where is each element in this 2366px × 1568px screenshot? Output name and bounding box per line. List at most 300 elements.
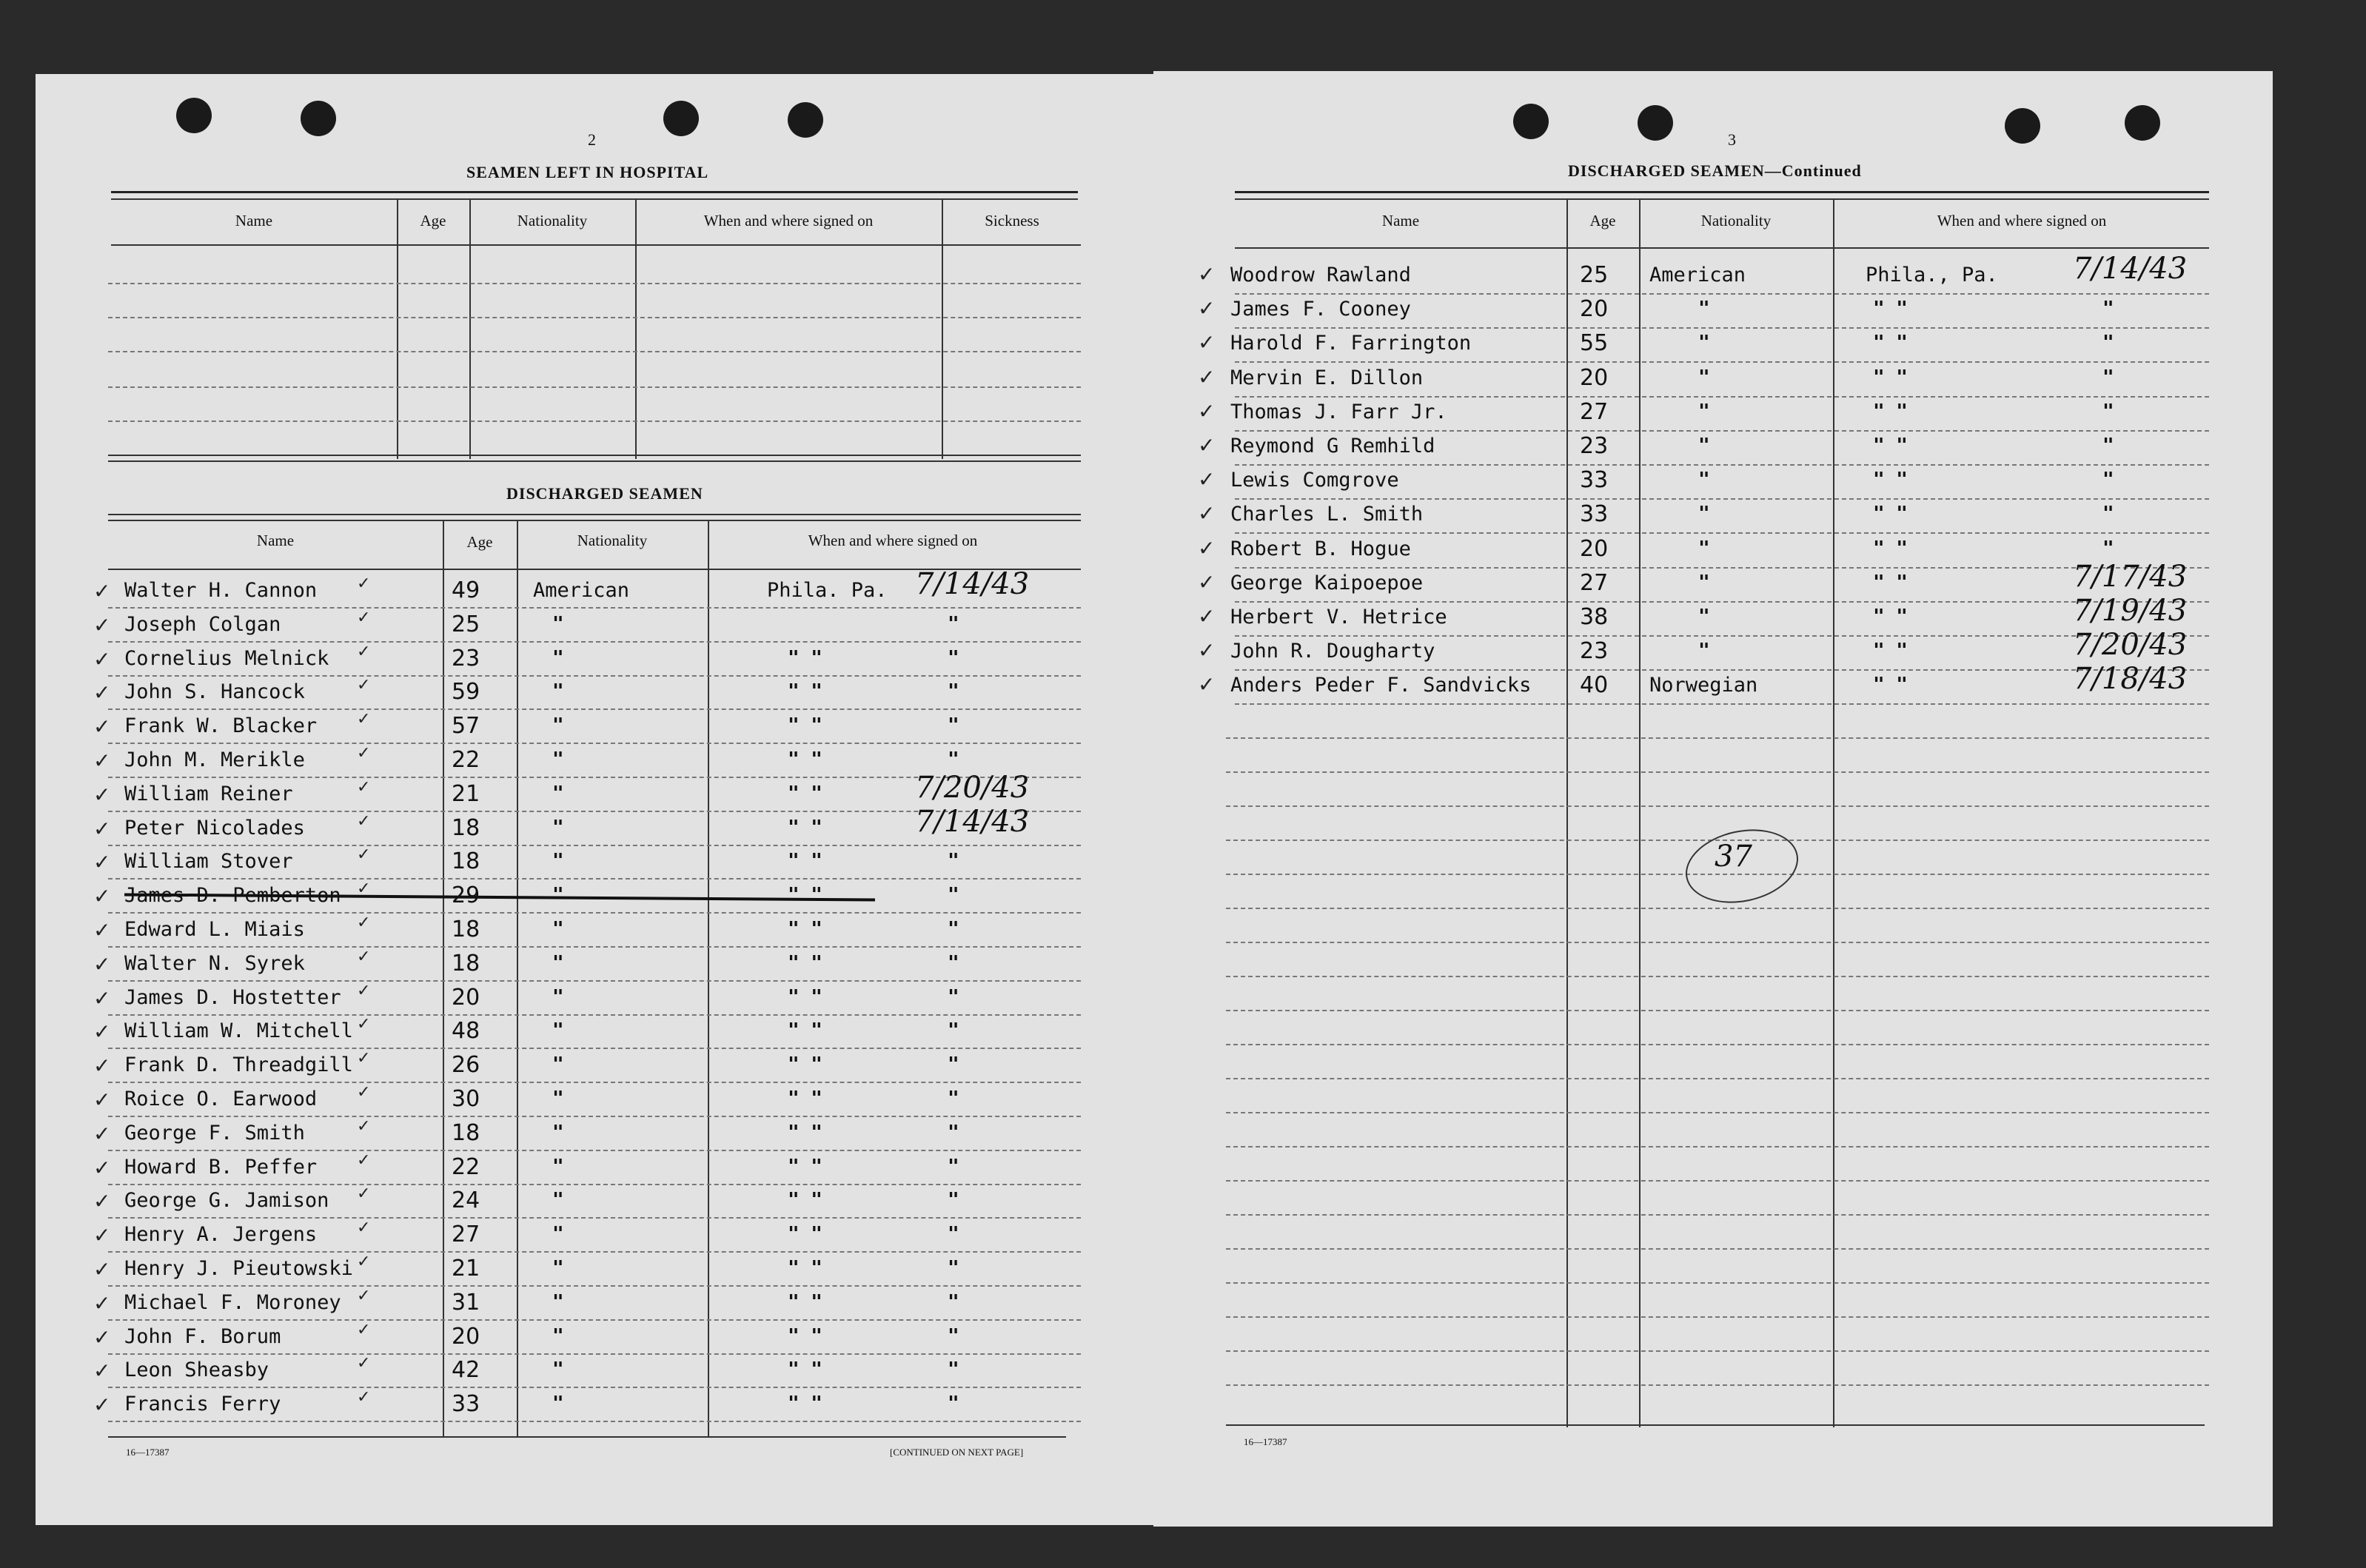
signed-on-date: " — [948, 1122, 959, 1144]
signed-on-place: " " — [1873, 332, 1908, 354]
signed-on-date: " — [2102, 366, 2114, 389]
check-mark-icon: ✓ — [1198, 536, 1216, 560]
seaman-nationality: " — [552, 783, 564, 805]
row-rule — [108, 641, 1081, 643]
row-rule — [108, 743, 1081, 744]
row-rule — [1235, 635, 2209, 637]
seaman-age: 49 — [452, 577, 480, 603]
row-rule — [1235, 498, 2209, 500]
signed-on-date: " — [948, 1325, 959, 1347]
signed-on-date: " — [948, 884, 959, 906]
row-rule — [1226, 737, 2209, 739]
col-header-signed-on: When and where signed on — [1937, 212, 2107, 229]
seaman-nationality: " — [552, 918, 564, 940]
signed-on-place: " " — [788, 1053, 822, 1076]
signed-on-place: " " — [1873, 298, 1908, 320]
seaman-age: 25 — [452, 612, 480, 637]
seaman-name: Roice O. Earwood — [124, 1088, 318, 1110]
row-rule — [108, 421, 1081, 422]
signed-on-date: " — [2102, 503, 2114, 525]
seaman-nationality: " — [552, 817, 564, 839]
row-rule — [108, 351, 1081, 352]
signed-on-place: " " — [788, 1156, 822, 1178]
signed-on-place: " " — [788, 680, 822, 703]
signed-on-date: " — [948, 1053, 959, 1076]
signed-on-date: " — [2102, 435, 2114, 457]
page-number: 2 — [588, 130, 596, 149]
check-mark-icon: ✓ — [93, 884, 111, 908]
seaman-nationality: " — [1698, 503, 1710, 525]
row-rule — [108, 980, 1081, 982]
signed-on-date: 7/20/43 — [915, 771, 1030, 805]
row-rule — [1235, 327, 2209, 329]
signed-on-date: 7/17/43 — [2073, 560, 2188, 594]
seaman-age: 59 — [452, 679, 480, 705]
seaman-name: Francis Ferry — [124, 1393, 281, 1415]
row-rule — [1235, 430, 2209, 432]
check-mark-icon: ✓ — [93, 918, 111, 942]
signed-on-place: " " — [1873, 469, 1908, 491]
signed-on-place: " " — [1873, 606, 1908, 628]
seaman-name: Thomas J. Farr Jr. — [1230, 401, 1447, 423]
seaman-nationality: " — [552, 1393, 564, 1415]
row-rule — [108, 708, 1081, 710]
seaman-nationality: " — [1698, 401, 1710, 423]
check-mark-icon: ✓ — [1198, 467, 1216, 492]
discharged-title: DISCHARGED SEAMEN — [506, 484, 703, 503]
row-rule — [1226, 1384, 2209, 1386]
signed-on-place: " " — [1873, 435, 1908, 457]
seaman-age: 24 — [452, 1187, 480, 1213]
signed-on-date: " — [2102, 332, 2114, 354]
seaman-age: 23 — [1580, 433, 1609, 459]
seaman-name: James F. Cooney — [1230, 298, 1411, 321]
rule — [108, 1436, 1066, 1438]
row-rule — [108, 675, 1081, 677]
signed-on-place: " " — [788, 1358, 822, 1381]
row-rule — [1226, 976, 2209, 977]
seaman-nationality: " — [1698, 366, 1710, 389]
rule — [1235, 191, 2209, 193]
check-mark-icon: ✓ — [357, 948, 371, 966]
punch-hole — [1513, 104, 1549, 139]
seaman-name: Michael F. Moroney — [124, 1291, 341, 1314]
col-header-signed-on: When and where signed on — [703, 212, 874, 229]
signed-on-place: " " — [1873, 537, 1908, 560]
check-mark-icon: ✓ — [93, 986, 111, 1011]
check-mark-icon: ✓ — [357, 1083, 371, 1102]
page-number: 3 — [1728, 130, 1736, 149]
row-rule — [108, 845, 1081, 846]
seaman-nationality: " — [1698, 435, 1710, 457]
seaman-name: James D. Pemberton — [124, 884, 341, 907]
signed-on-date: " — [948, 748, 959, 771]
signed-on-place: " " — [1873, 401, 1908, 423]
col-header-nationality: Nationality — [1700, 212, 1772, 229]
signed-on-place: " " — [1873, 674, 1908, 696]
col-header-nationality: Nationality — [517, 212, 588, 229]
right-page — [1153, 71, 2273, 1527]
signed-on-date: " — [948, 986, 959, 1008]
seaman-nationality: " — [552, 714, 564, 737]
check-mark-icon: ✓ — [357, 1354, 371, 1373]
signed-on-date: " — [948, 1156, 959, 1178]
check-mark-icon: ✓ — [93, 817, 111, 841]
seaman-nationality: " — [552, 1358, 564, 1381]
col-header-age: Age — [466, 533, 493, 551]
check-mark-icon: ✓ — [357, 1287, 371, 1305]
seaman-age: 48 — [452, 1018, 480, 1044]
check-mark-icon: ✓ — [357, 1185, 371, 1203]
check-mark-icon: ✓ — [1198, 501, 1216, 526]
rule — [108, 514, 1081, 515]
check-mark-icon: ✓ — [1198, 399, 1216, 423]
row-rule — [1226, 908, 2209, 909]
signed-on-date: " — [2102, 537, 2114, 560]
check-mark-icon: ✓ — [93, 613, 111, 637]
seaman-nationality: " — [552, 1053, 564, 1076]
discharged-continued-title: DISCHARGED SEAMEN—Continued — [1568, 161, 1862, 180]
signed-on-place: " " — [1873, 366, 1908, 389]
seaman-nationality: " — [552, 952, 564, 974]
signed-on-place: " " — [788, 817, 822, 839]
signed-on-date: " — [948, 1393, 959, 1415]
check-mark-icon: ✓ — [93, 1019, 111, 1044]
seaman-name: Anders Peder F. Sandvicks — [1230, 674, 1532, 697]
seaman-age: 18 — [452, 848, 480, 874]
row-rule — [1226, 1248, 2209, 1250]
seaman-name: John F. Borum — [124, 1325, 281, 1348]
signed-on-date: 7/14/43 — [2073, 252, 2188, 286]
check-mark-icon: ✓ — [93, 1325, 111, 1350]
seaman-nationality: " — [552, 613, 564, 635]
row-rule — [108, 1014, 1081, 1016]
row-rule — [108, 1421, 1081, 1422]
signed-on-place: " " — [788, 748, 822, 771]
check-mark-icon: ✓ — [357, 1049, 371, 1068]
check-mark-icon: ✓ — [93, 1291, 111, 1316]
signed-on-date: " — [2102, 401, 2114, 423]
seaman-age: 29 — [452, 882, 480, 908]
signed-on-date: 7/20/43 — [2073, 628, 2188, 662]
signed-on-place: " " — [788, 1257, 822, 1279]
seaman-age: 57 — [452, 713, 480, 739]
check-mark-icon: ✓ — [93, 748, 111, 773]
signed-on-place: Phila., Pa. — [1866, 264, 1998, 287]
hospital-title: SEAMEN LEFT IN HOSPITAL — [466, 163, 709, 181]
seaman-age: 25 — [1580, 262, 1609, 288]
signed-on-date: " — [948, 1257, 959, 1279]
row-rule — [1235, 293, 2209, 295]
seaman-age: 20 — [1580, 296, 1609, 322]
seaman-name: James D. Hostetter — [124, 986, 341, 1009]
seaman-name: William W. Mitchell — [124, 1019, 353, 1042]
signed-on-place: Phila. Pa. — [767, 579, 888, 602]
check-mark-icon: ✓ — [93, 1053, 111, 1078]
col-header-name: Name — [256, 532, 295, 549]
row-rule — [1226, 942, 2209, 943]
signed-on-place: " " — [1873, 572, 1908, 594]
seaman-age: 21 — [452, 781, 480, 807]
seaman-age: 23 — [1580, 638, 1609, 664]
punch-hole — [663, 101, 699, 136]
seaman-age: 33 — [1580, 467, 1609, 493]
seaman-nationality: " — [1698, 537, 1710, 560]
seaman-nationality: " — [1698, 606, 1710, 628]
row-rule — [1226, 1350, 2209, 1352]
row-rule — [1226, 1146, 2209, 1147]
col-header-age: Age — [420, 212, 446, 229]
seaman-age: 31 — [452, 1290, 480, 1316]
seaman-name: Walter H. Cannon — [124, 579, 318, 602]
check-mark-icon: ✓ — [357, 1388, 371, 1407]
col-header-name: Name — [1381, 212, 1420, 229]
seaman-nationality: " — [552, 986, 564, 1008]
check-mark-icon: ✓ — [1198, 672, 1216, 697]
row-rule — [108, 1184, 1081, 1185]
seaman-nationality: " — [552, 1122, 564, 1144]
seaman-name: Reymond G Remhild — [1230, 435, 1435, 458]
signed-on-date: " — [948, 680, 959, 703]
check-mark-icon: ✓ — [357, 1151, 371, 1170]
seaman-name: Cornelius Melnick — [124, 647, 329, 670]
row-rule — [1226, 1214, 2209, 1216]
seaman-name: Walter N. Syrek — [124, 952, 305, 975]
seaman-age: 27 — [1580, 399, 1609, 425]
col-divider — [1833, 198, 1834, 1427]
seaman-nationality: " — [1698, 572, 1710, 594]
seaman-age: 23 — [452, 646, 480, 671]
check-mark-icon: ✓ — [93, 850, 111, 874]
signed-on-date: " — [948, 1223, 959, 1245]
signed-on-date: 7/14/43 — [915, 567, 1030, 601]
signed-on-place: " " — [788, 783, 822, 805]
seaman-age: 20 — [1580, 365, 1609, 391]
seaman-nationality: " — [1698, 332, 1710, 354]
seaman-nationality: " — [1698, 298, 1710, 320]
rule — [111, 191, 1078, 193]
row-rule — [1226, 771, 2209, 773]
seaman-nationality: " — [552, 884, 564, 906]
seaman-name: John M. Merikle — [124, 748, 305, 771]
check-mark-icon: ✓ — [357, 1015, 371, 1033]
seaman-age: 22 — [452, 1154, 480, 1180]
signed-on-place: " " — [788, 1088, 822, 1110]
rule — [108, 460, 1081, 462]
seaman-name: Leon Sheasby — [124, 1358, 269, 1381]
check-mark-icon: ✓ — [357, 1219, 371, 1237]
check-mark-icon: ✓ — [357, 1117, 371, 1136]
row-rule — [108, 878, 1081, 880]
row-rule — [108, 1217, 1081, 1219]
seaman-name: Mervin E. Dillon — [1230, 366, 1424, 389]
check-mark-icon: ✓ — [357, 880, 371, 898]
check-mark-icon: ✓ — [357, 1321, 371, 1339]
rule — [108, 455, 1081, 456]
signed-on-place: " " — [788, 1122, 822, 1144]
row-rule — [108, 386, 1081, 388]
row-rule — [1235, 361, 2209, 363]
signed-on-date: " — [948, 952, 959, 974]
seaman-name: Henry A. Jergens — [124, 1223, 318, 1246]
rule — [108, 520, 1081, 521]
seaman-nationality: " — [1698, 469, 1710, 491]
row-rule — [1226, 1180, 2209, 1182]
seaman-nationality: " — [552, 1223, 564, 1245]
seaman-nationality: Norwegian — [1649, 674, 1758, 697]
seaman-age: 42 — [452, 1357, 480, 1383]
seaman-name: John S. Hancock — [124, 680, 305, 703]
punch-hole — [788, 102, 823, 138]
row-rule — [1235, 396, 2209, 398]
seaman-nationality: " — [552, 680, 564, 703]
seaman-nationality: " — [552, 850, 564, 872]
seaman-name: Peter Nicolades — [124, 817, 305, 840]
signed-on-place: " " — [788, 714, 822, 737]
row-rule — [108, 1048, 1081, 1049]
seaman-nationality: American — [533, 579, 630, 602]
seaman-nationality: American — [1649, 264, 1746, 287]
punch-hole — [301, 101, 336, 136]
signed-on-place: " " — [788, 952, 822, 974]
seaman-nationality: " — [552, 1189, 564, 1211]
seaman-age: 27 — [1580, 570, 1609, 596]
signed-on-place: " " — [1873, 640, 1908, 662]
seaman-name: Howard B. Peffer — [124, 1156, 318, 1179]
row-rule — [108, 1116, 1081, 1117]
seaman-nationality: " — [552, 1156, 564, 1178]
row-rule — [1226, 1282, 2209, 1284]
check-mark-icon: ✓ — [93, 952, 111, 976]
col-divider — [1566, 198, 1568, 1427]
seaman-age: 38 — [1580, 604, 1609, 630]
seaman-name: George G. Jamison — [124, 1189, 329, 1212]
signed-on-date: " — [948, 850, 959, 872]
check-mark-icon: ✓ — [1198, 365, 1216, 389]
row-rule — [1235, 703, 2209, 705]
seaman-name: Frank D. Threadgill — [124, 1053, 353, 1076]
signed-on-place: " " — [1873, 503, 1908, 525]
seaman-nationality: " — [552, 647, 564, 669]
seaman-name: John R. Dougharty — [1230, 640, 1435, 663]
seaman-age: 26 — [452, 1052, 480, 1078]
rule — [1235, 247, 2209, 249]
signed-on-place: " " — [788, 1325, 822, 1347]
row-rule — [108, 317, 1081, 318]
seaman-name: Henry J. Pieutowski — [124, 1257, 353, 1280]
row-rule — [1226, 1044, 2209, 1045]
row-rule — [1226, 1112, 2209, 1113]
seaman-nationality: " — [552, 1325, 564, 1347]
check-mark-icon: ✓ — [93, 1257, 111, 1281]
signed-on-place: " " — [788, 986, 822, 1008]
punch-hole — [2125, 105, 2160, 141]
seaman-name: Charles L. Smith — [1230, 503, 1424, 526]
row-rule — [1226, 1316, 2209, 1318]
check-mark-icon: ✓ — [93, 1189, 111, 1213]
check-mark-icon: ✓ — [357, 574, 371, 593]
check-mark-icon: ✓ — [357, 744, 371, 763]
row-rule — [108, 1353, 1081, 1355]
row-rule — [108, 1251, 1081, 1253]
row-rule — [108, 912, 1081, 914]
form-number: 16—17387 — [126, 1447, 170, 1458]
rule — [1226, 1424, 2205, 1426]
signed-on-date: 7/14/43 — [915, 805, 1030, 839]
signed-on-date: " — [948, 1291, 959, 1313]
signed-on-place: " " — [788, 1393, 822, 1415]
signed-on-place: " " — [788, 918, 822, 940]
signed-on-date: " — [948, 918, 959, 940]
check-mark-icon: ✓ — [1198, 570, 1216, 594]
seaman-name: Robert B. Hogue — [1230, 537, 1411, 560]
col-header-sickness: Sickness — [985, 212, 1039, 229]
seaman-name: George F. Smith — [124, 1122, 305, 1145]
rule — [111, 198, 1078, 200]
seaman-age: 18 — [452, 815, 480, 841]
seaman-name: Harold F. Farrington — [1230, 332, 1472, 355]
seaman-age: 20 — [1580, 536, 1609, 562]
check-mark-icon: ✓ — [1198, 433, 1216, 458]
check-mark-icon: ✓ — [357, 1253, 371, 1271]
col-header-signed-on: When and where signed on — [808, 532, 978, 549]
punch-hole — [176, 98, 212, 133]
check-mark-icon: ✓ — [357, 812, 371, 831]
row-rule — [1235, 669, 2209, 671]
col-divider — [517, 520, 518, 1438]
check-mark-icon: ✓ — [93, 579, 111, 603]
signed-on-place: " " — [788, 647, 822, 669]
seaman-nationality: " — [552, 1257, 564, 1279]
seaman-age: 21 — [452, 1256, 480, 1281]
seaman-name: William Stover — [124, 850, 293, 873]
seaman-name: Herbert V. Hetrice — [1230, 606, 1447, 629]
seaman-age: 27 — [452, 1222, 480, 1247]
seaman-nationality: " — [1698, 640, 1710, 662]
row-rule — [108, 946, 1081, 948]
seaman-age: 33 — [452, 1391, 480, 1417]
row-rule — [108, 1387, 1081, 1388]
check-mark-icon: ✓ — [357, 845, 371, 864]
seaman-name: Edward L. Miais — [124, 918, 305, 941]
signed-on-place: " " — [788, 850, 822, 872]
check-mark-icon: ✓ — [1198, 296, 1216, 321]
signed-on-date: " — [948, 1189, 959, 1211]
check-mark-icon: ✓ — [1198, 262, 1216, 287]
col-divider — [708, 520, 709, 1438]
row-rule — [108, 1285, 1081, 1287]
signed-on-place: " " — [788, 1189, 822, 1211]
signed-on-date: " — [948, 1358, 959, 1381]
seaman-age: 20 — [452, 985, 480, 1011]
row-rule — [1235, 532, 2209, 534]
row-rule — [108, 1319, 1081, 1321]
row-rule — [1235, 464, 2209, 466]
check-mark-icon: ✓ — [357, 643, 371, 661]
seaman-age: 30 — [452, 1086, 480, 1112]
check-mark-icon: ✓ — [357, 676, 371, 694]
check-mark-icon: ✓ — [93, 1223, 111, 1247]
signed-on-date: " — [2102, 298, 2114, 320]
signed-on-date: " — [948, 1019, 959, 1042]
signed-on-place: " " — [788, 884, 822, 906]
signed-on-date: 7/19/43 — [2073, 594, 2188, 628]
circled-total: 37 — [1715, 840, 1752, 874]
signed-on-place: " " — [788, 1223, 822, 1245]
seaman-age: 40 — [1580, 672, 1609, 698]
seaman-nationality: " — [552, 1291, 564, 1313]
seaman-age: 20 — [452, 1324, 480, 1350]
